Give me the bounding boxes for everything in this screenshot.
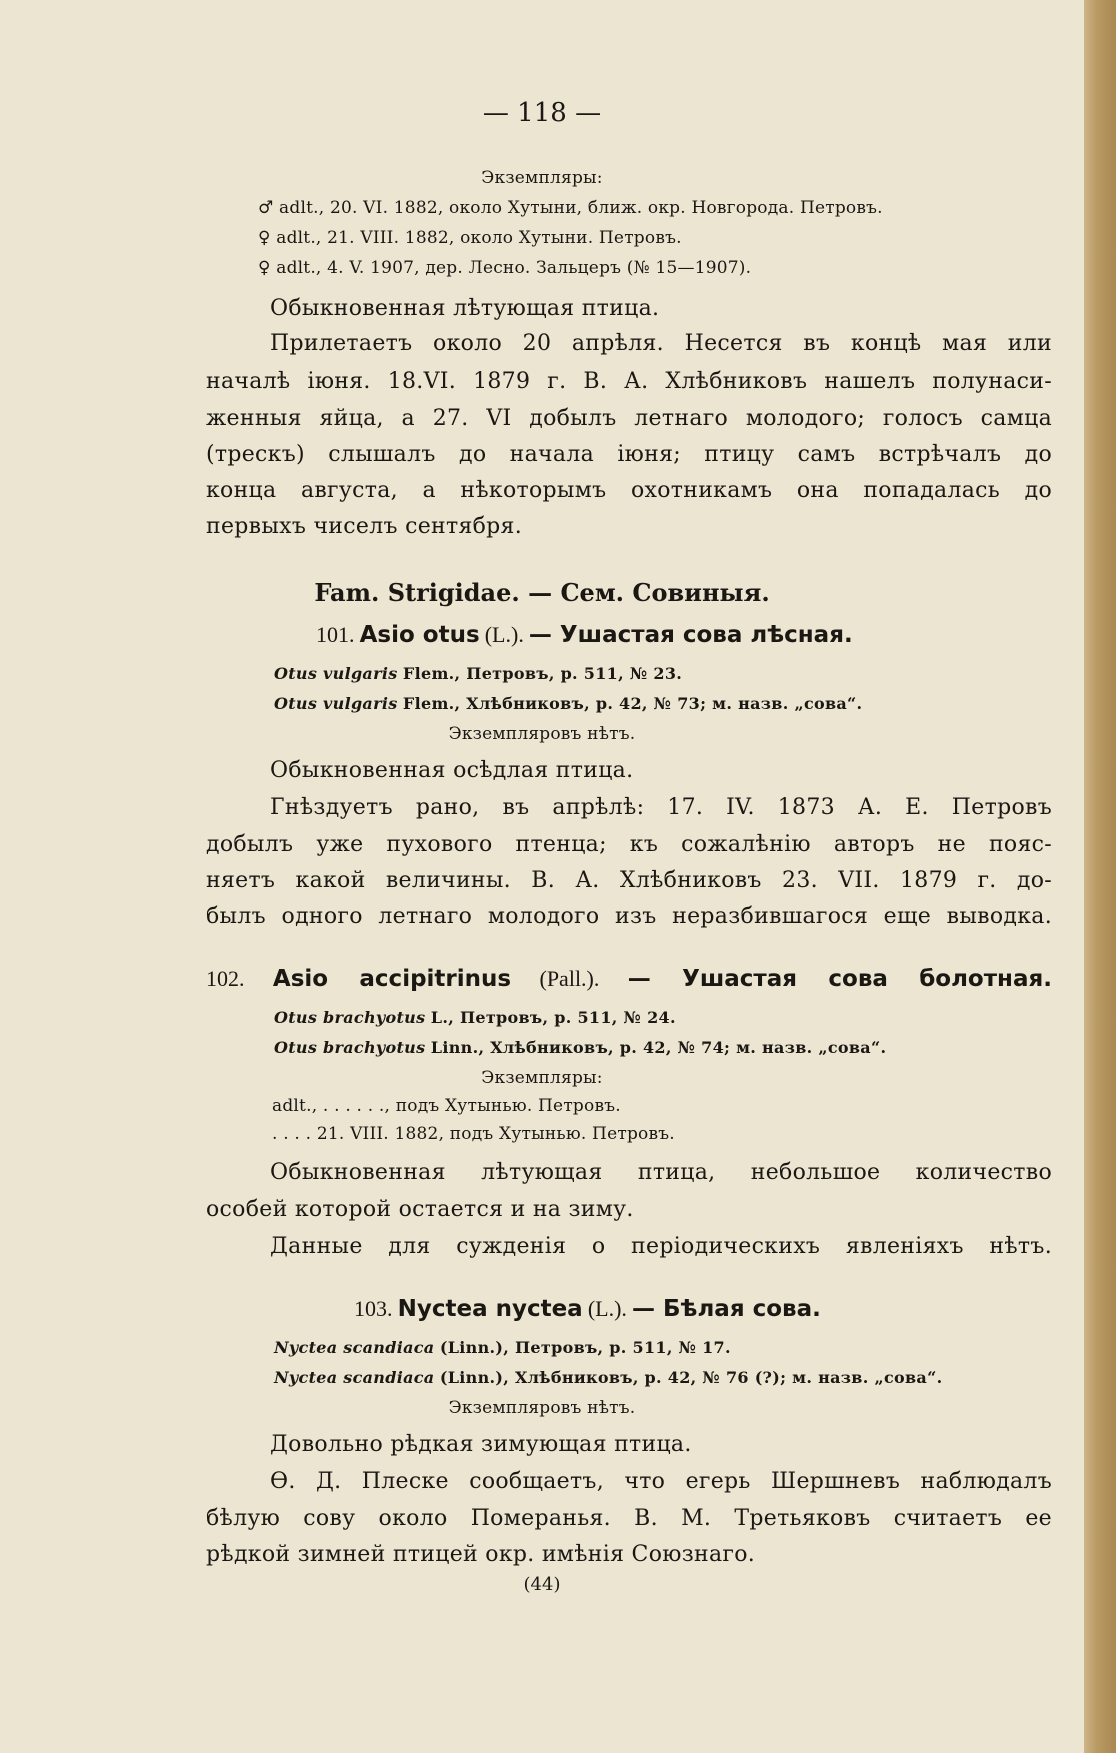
reference-line — [274, 1338, 731, 1357]
species-author: (L.). — [587, 1296, 627, 1321]
paragraph: Данные для сужденія о періодическихъ явленіяхъ нѣтъ. — [270, 1234, 1052, 1259]
specimen-line: ♀ adlt., 21. VIII. 1882, около Хутыни. Петровъ. — [258, 228, 682, 248]
ref-name: Otus brachyotus — [274, 1008, 426, 1027]
species-latin-name: Asio accipitrinus — [272, 966, 512, 992]
paragraph-line: няетъ какой величины. В. А. Хлѣбниковъ 23. VII. 1879 г. до- — [206, 868, 1052, 893]
specimens-heading: Экземпляры: — [481, 168, 603, 188]
reference-line — [274, 694, 862, 713]
specimen-line: . . . . 21. VIII. 1882, подъ Хутынью. Петровъ. — [272, 1124, 675, 1144]
species-author: (L.). — [484, 622, 524, 647]
no-specimens: Экземпляровъ нѣтъ. — [448, 724, 636, 744]
reference-line — [274, 1008, 676, 1027]
species-author: (Pall.). — [539, 966, 600, 991]
ref-source: (Linn.), Хлѣбниковъ, p. 42, № 76 (?); м. назв. „сова“. — [439, 1368, 943, 1387]
no-specimens: Экземпляровъ нѣтъ. — [448, 1398, 636, 1418]
reference-line — [274, 664, 682, 683]
specimen-line: ♂ adlt., 20. VI. 1882, около Хутыни, ближ. окр. Новгорода. Петровъ. — [258, 198, 883, 218]
paragraph-line: бѣлую сову около Померанья. В. М. Третьяковъ считаетъ ее — [206, 1506, 1052, 1531]
paragraph-line: (трескъ) слышалъ до начала іюня; птицу самъ встрѣчалъ до — [206, 442, 1052, 467]
species-russian-name: — Ушастая сова болотная. — [627, 966, 1052, 992]
species-heading-102 — [206, 966, 1052, 992]
paragraph-line: первыхъ чиселъ сентября. — [206, 514, 523, 539]
specimens-heading: Экземпляры: — [481, 1068, 603, 1088]
footer-number: (44) — [523, 1574, 561, 1595]
reference-line — [274, 1368, 942, 1387]
paragraph-line: Обыкновенная лѣтующая птица, небольшое количество — [270, 1160, 1052, 1185]
ref-name: Otus vulgaris — [274, 664, 398, 683]
paragraph-line: конца августа, а нѣкоторымъ охотникамъ она попадалась до — [206, 478, 1052, 503]
ref-name: Otus brachyotus — [274, 1038, 426, 1057]
paragraph: Довольно рѣдкая зимующая птица. — [270, 1432, 692, 1457]
species-latin-name: Nyctea nyctea — [397, 1296, 583, 1322]
page-number: — 118 — — [482, 98, 602, 128]
ref-name: Otus vulgaris — [274, 694, 398, 713]
species-russian-name: — Бѣлая сова. — [632, 1296, 821, 1322]
specimen-line: ♀ adlt., 4. V. 1907, дер. Лесно. Зальцеръ (№ 15—1907). — [258, 258, 752, 278]
ref-name: Nyctea scandiaca — [274, 1338, 435, 1357]
paragraph-line: особей которой остается и на зиму. — [206, 1197, 634, 1222]
species-latin-name: Asio otus — [359, 622, 480, 648]
paragraph-line: рѣдкой зимней птицей окр. имѣнія Союзнаго. — [206, 1542, 756, 1567]
species-number: 103. — [354, 1296, 393, 1321]
paragraph-line: былъ одного летнаго молодого изъ неразбившагося еще выводка. — [206, 904, 1052, 929]
ref-source: Flem., Хлѣбниковъ, p. 42, № 73; м. назв. „сова“. — [402, 694, 863, 713]
ref-name: Nyctea scandiaca — [274, 1368, 435, 1387]
species-heading-103 — [354, 1296, 821, 1322]
species-heading-101 — [316, 622, 853, 648]
paragraph: Обыкновенная лѣтующая птица. — [270, 296, 660, 321]
ref-source: Flem., Петровъ, p. 511, № 23. — [402, 664, 683, 683]
paragraph-line: добылъ уже пухового птенца; къ сожалѣнію авторъ не пояс- — [206, 832, 1052, 857]
paragraph-line: Ѳ. Д. Плеске сообщаетъ, что егерь Шершневъ наблюдалъ — [270, 1469, 1052, 1494]
page-edge — [1084, 0, 1116, 1753]
paragraph-line: Гнѣздуетъ рано, въ апрѣлѣ: 17. IV. 1873 А. Е. Петровъ — [270, 795, 1052, 820]
paragraph-line: Прилетаетъ около 20 апрѣля. Несется въ концѣ мая или — [270, 331, 1052, 356]
family-heading: Fam. Strigidae. — Сем. Совиныя. — [314, 578, 770, 607]
specimen-line: adlt., . . . . . ., подъ Хутынью. Петровъ. — [272, 1096, 621, 1116]
paragraph-line: женныя яйца, а 27. VI добылъ летнаго молодого; голосъ самца — [206, 406, 1052, 431]
ref-source: (Linn.), Петровъ, p. 511, № 17. — [439, 1338, 731, 1357]
paragraph-line: началѣ іюня. 18.VI. 1879 г. В. А. Хлѣбниковъ нашелъ полунаси- — [206, 369, 1052, 394]
reference-line — [274, 1038, 886, 1057]
species-number: 102. — [206, 966, 245, 991]
ref-source: L., Петровъ, p. 511, № 24. — [430, 1008, 676, 1027]
paragraph: Обыкновенная осѣдлая птица. — [270, 758, 634, 783]
species-russian-name: — Ушастая сова лѣсная. — [528, 622, 853, 648]
species-number: 101. — [316, 622, 355, 647]
ref-source: Linn., Хлѣбниковъ, p. 42, № 74; м. назв. „сова“. — [430, 1038, 887, 1057]
